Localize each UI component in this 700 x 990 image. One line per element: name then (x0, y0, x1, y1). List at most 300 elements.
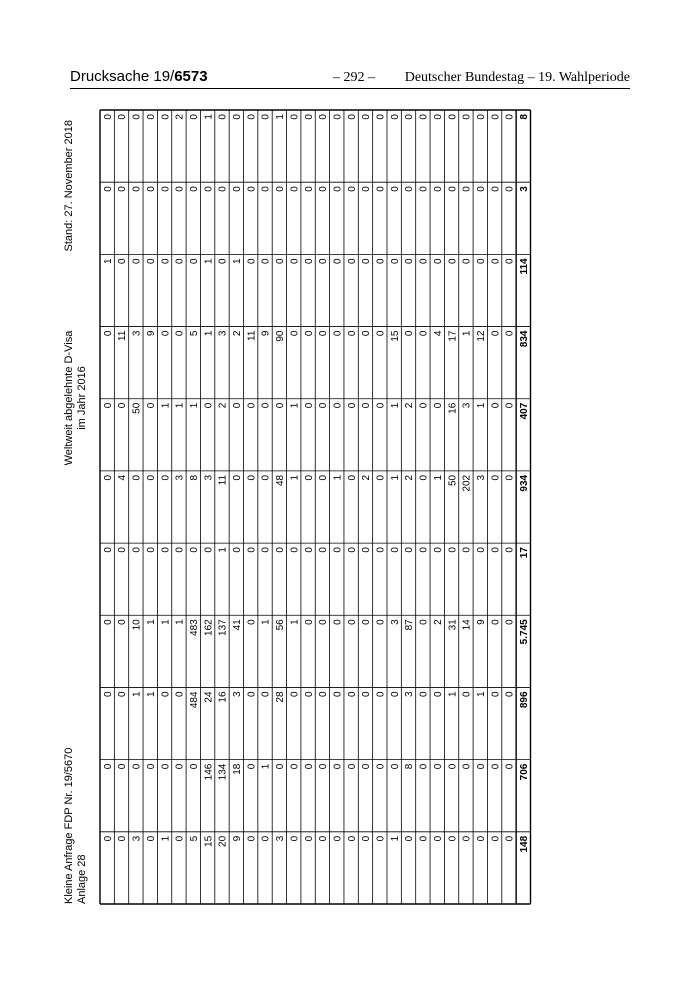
table-cell: 0 (117, 763, 129, 770)
table-cell: 0 (490, 835, 502, 842)
table-cell: 0 (232, 474, 243, 481)
table-cell: 0 (475, 547, 487, 553)
table-cell: 0 (332, 547, 344, 553)
table-cell: 0 (318, 763, 330, 770)
table-cell: 0 (318, 186, 330, 192)
table-cell: 0 (203, 547, 215, 553)
table-cell: 0 (490, 330, 502, 337)
table-cell: 0 (346, 691, 358, 698)
table-cell: 0 (418, 114, 430, 120)
table-cell: 0 (361, 114, 373, 120)
table-cell: 0 (504, 330, 516, 337)
table-cell: 0 (361, 547, 373, 553)
table-cell: 0 (318, 619, 330, 625)
table-cell: 15 (203, 835, 215, 847)
table-cell: 0 (461, 258, 473, 264)
table-cell: 2 (217, 402, 229, 409)
table-cell: 0 (375, 114, 387, 120)
table-cell: 0 (346, 547, 358, 553)
table-cell: 0 (102, 474, 114, 481)
table-cell: 0 (188, 258, 200, 264)
table-cell: 0 (418, 619, 430, 625)
table-cell: 0 (217, 258, 229, 264)
table-cell: 0 (418, 835, 430, 842)
table-cell: 0 (504, 258, 516, 264)
table-cell: 0 (375, 619, 387, 625)
table-cell: 1 (389, 474, 401, 481)
table-cell: 0 (346, 114, 358, 120)
table-cell: 0 (246, 547, 258, 553)
table-cell: 0 (361, 763, 373, 770)
table-cell: 0 (346, 474, 358, 481)
table-cell: 0 (303, 619, 315, 625)
table-cell: 0 (203, 186, 215, 192)
table-cell: 0 (432, 835, 444, 842)
table-cell: 17 (447, 330, 459, 342)
table-cell: 0 (447, 763, 459, 770)
table-cell: 0 (246, 691, 258, 698)
table-cell: 0 (131, 547, 143, 553)
table-cell: 1 (145, 619, 157, 625)
table-cell: 1 (275, 114, 287, 120)
table-cell: 1 (260, 763, 272, 770)
table-cell: 0 (174, 835, 186, 842)
table-cell: 0 (318, 835, 330, 842)
table-cell: 0 (188, 763, 200, 770)
table-cell: 0 (145, 186, 157, 192)
table-cell: 0 (418, 474, 430, 481)
table-cell: 0 (275, 763, 287, 770)
table-cell: 9 (260, 330, 272, 337)
table-cell: 0 (389, 114, 401, 120)
table-cell: 0 (375, 547, 387, 553)
table-cell: 0 (389, 547, 401, 553)
table-cell: 0 (447, 547, 459, 553)
table-cell: 0 (332, 186, 344, 192)
table-cell: 31 (447, 619, 459, 631)
table-cell: 0 (332, 619, 344, 625)
table-cell: 0 (131, 763, 143, 770)
table-cell: 87 (404, 619, 416, 631)
table-cell: 0 (160, 691, 172, 698)
table-cell: 0 (418, 186, 430, 192)
table-cell: 0 (289, 330, 301, 337)
total-cell: 934 (519, 474, 530, 492)
table-cell: 20 (217, 835, 229, 847)
table-cell: 0 (332, 763, 344, 770)
table-cell: 0 (490, 114, 502, 120)
table-cell: 0 (375, 258, 387, 264)
table-cell: 1 (232, 258, 243, 264)
total-cell: 148 (519, 835, 530, 853)
table-cell: 0 (490, 547, 502, 553)
table-cell: 0 (174, 691, 186, 698)
table-cell: 0 (246, 186, 258, 192)
table-cell: 0 (303, 547, 315, 553)
table-cell: 1 (389, 402, 401, 409)
table-cell: 0 (475, 186, 487, 192)
table-cell: 0 (145, 402, 157, 409)
table-cell: 1 (289, 619, 301, 625)
table-cell: 3 (174, 474, 186, 481)
table-cell: 0 (289, 186, 301, 192)
table-cell: 0 (504, 547, 516, 553)
table-cell: 2 (361, 474, 373, 481)
table-cell: 0 (475, 114, 487, 120)
table-cell: 0 (289, 835, 301, 842)
table-cell: 0 (102, 402, 114, 409)
table-cell: 0 (131, 474, 143, 481)
table-cell: 0 (332, 114, 344, 120)
table-cell: 0 (504, 114, 516, 120)
table-cell: 1 (188, 402, 200, 409)
table-cell: 0 (289, 763, 301, 770)
table-cell: 0 (246, 114, 258, 120)
table-cell: 0 (432, 691, 444, 698)
table-cell: 0 (289, 114, 301, 120)
table-cell: 0 (375, 835, 387, 842)
table-cell: 0 (332, 835, 344, 842)
table-cell: 0 (102, 619, 114, 625)
table-cell: 0 (404, 258, 416, 264)
publisher-label: Deutscher Bundestag – 19. Wahlperiode (404, 70, 630, 85)
table-cell: 0 (131, 258, 143, 264)
table-cell: 9 (475, 619, 487, 625)
table-cell: 0 (303, 330, 315, 337)
total-cell: 114 (519, 258, 530, 275)
table-cell: 9 (145, 330, 157, 337)
table-cell: 0 (389, 691, 401, 698)
table-cell: 0 (117, 402, 129, 409)
table-cell: 1 (160, 835, 172, 842)
table-cell: 4 (117, 474, 129, 481)
table-cell: 0 (303, 835, 315, 842)
table-cell: 8 (188, 474, 200, 481)
table-cell: 0 (404, 330, 416, 337)
table-cell: 0 (389, 763, 401, 770)
table-cell: 0 (490, 258, 502, 264)
table-cell: 0 (447, 258, 459, 264)
total-cell: 8 (519, 114, 530, 120)
stand-date: Stand: 27. November 2018 (63, 120, 75, 252)
table-cell: 0 (174, 763, 186, 770)
table-cell: 1 (102, 258, 114, 264)
table-cell: 0 (318, 402, 330, 409)
table-cell: 137 (217, 619, 229, 636)
table-cell: 0 (504, 763, 516, 770)
table-cell: 0 (504, 186, 516, 192)
table-cell: 1 (332, 474, 344, 481)
total-cell: 896 (519, 691, 530, 709)
table-cell: 0 (346, 402, 358, 409)
table-cell: 15 (389, 330, 401, 342)
table-cell: 1 (475, 691, 487, 698)
table-cell: 0 (117, 258, 129, 264)
table-cell: 0 (102, 330, 114, 337)
table-cell: 0 (490, 402, 502, 409)
table-cell: 0 (318, 258, 330, 264)
table-cell: 50 (447, 474, 459, 487)
table-title: Weltweit abgelehnte D-Visa (63, 330, 75, 466)
table-cell: 1 (475, 402, 487, 409)
table-cell: 0 (275, 547, 287, 553)
table-cell: 0 (418, 330, 430, 337)
table-cell: 0 (260, 691, 272, 698)
table-cell: 0 (246, 619, 258, 625)
table-cell: 0 (117, 547, 129, 553)
table-cell: 0 (404, 547, 416, 553)
table-cell: 0 (160, 547, 172, 553)
table-cell: 0 (303, 258, 315, 264)
table-cell: 0 (332, 691, 344, 698)
table-cell: 0 (361, 258, 373, 264)
table-cell: 0 (260, 835, 272, 842)
table-cell: 0 (246, 474, 258, 481)
table-cell: 0 (102, 763, 114, 770)
table-cell: 0 (375, 402, 387, 409)
table-cell: 0 (260, 258, 272, 264)
table-cell: 41 (232, 619, 243, 631)
table-cell: 0 (404, 186, 416, 192)
table-cell: 0 (504, 835, 516, 842)
table-cell: 0 (203, 402, 215, 409)
table-cell: 0 (318, 547, 330, 553)
table-cell: 0 (246, 402, 258, 409)
table-cell: 0 (447, 114, 459, 120)
table-cell: 0 (490, 474, 502, 481)
table-cell: 0 (461, 114, 473, 120)
table-cell: 0 (260, 114, 272, 120)
table-cell: 0 (145, 835, 157, 842)
table-cell: 0 (289, 547, 301, 553)
table-cell: 0 (361, 402, 373, 409)
table-cell: 0 (418, 763, 430, 770)
table-cell: 0 (318, 330, 330, 337)
table-cell: 0 (375, 186, 387, 192)
table-cell: 0 (303, 474, 315, 481)
table-cell: 1 (432, 474, 444, 481)
table-cell: 134 (217, 763, 229, 781)
table-cell: 0 (332, 258, 344, 264)
table-cell: 3 (275, 835, 287, 842)
table-cell: 0 (346, 258, 358, 264)
table-cell: 0 (461, 691, 473, 698)
table-cell: 0 (375, 330, 387, 337)
table-cell: 146 (203, 763, 215, 781)
table-cell: 18 (232, 763, 243, 775)
table-cell: 0 (102, 186, 114, 192)
table-cell: 0 (260, 474, 272, 481)
table-cell: 3 (475, 474, 487, 481)
table-cell: 0 (432, 114, 444, 120)
table-cell: 0 (160, 474, 172, 481)
table-cell: 0 (174, 547, 186, 553)
table-cell: 0 (490, 186, 502, 192)
table-cell: 0 (174, 330, 186, 337)
table-cell: 0 (145, 763, 157, 770)
table-cell: 56 (275, 619, 287, 631)
total-cell: 834 (519, 330, 530, 348)
table-cell: 1 (461, 330, 473, 337)
table-cell: 0 (188, 547, 200, 553)
table-cell: 3 (131, 835, 143, 842)
table-cell: 0 (174, 258, 186, 264)
table-cell: 0 (117, 619, 129, 625)
table-cell: 10 (131, 619, 143, 631)
table-cell: 3 (131, 330, 143, 337)
table-cell: 0 (102, 547, 114, 553)
table-cell: 0 (318, 114, 330, 120)
table-cell: 16 (217, 691, 229, 703)
table-cell: 5 (188, 835, 200, 842)
table-cell: 1 (447, 691, 459, 698)
table-cell: 0 (461, 547, 473, 553)
table-cell: 2 (232, 330, 243, 337)
table-cell: 1 (203, 114, 215, 120)
table-cell: 11 (246, 330, 258, 341)
table-cell: 0 (404, 114, 416, 120)
table-cell: 162 (203, 619, 215, 636)
table-cell: 0 (145, 474, 157, 481)
table-cell: 0 (102, 691, 114, 698)
table-cell: 0 (102, 114, 114, 120)
table-cell: 0 (232, 114, 243, 120)
table-cell: 0 (246, 763, 258, 770)
table-cell: 1 (174, 619, 186, 625)
table-cell: 3 (203, 474, 215, 481)
table-cell: 0 (332, 330, 344, 337)
total-cell: 407 (519, 402, 530, 420)
table-cell: 0 (432, 186, 444, 192)
table-cell: 1 (174, 402, 186, 409)
table-cell: 0 (361, 619, 373, 625)
table-cell: 1 (289, 474, 301, 481)
table-cell: 1 (203, 258, 215, 264)
table-cell: 0 (447, 835, 459, 842)
table-cell: 0 (217, 114, 229, 120)
table-cell: 1 (160, 402, 172, 409)
table-cell: 5 (188, 330, 200, 337)
doc-number: 6573 (174, 68, 208, 85)
table-cell: 50 (131, 402, 143, 414)
total-cell: 706 (519, 763, 530, 781)
table-cell: 0 (160, 114, 172, 120)
table-cell: 0 (375, 474, 387, 481)
table-cell: 0 (160, 763, 172, 770)
table-cell: 0 (432, 763, 444, 770)
table-cell: 0 (461, 186, 473, 192)
table-cell: 0 (404, 835, 416, 842)
table-cell: 0 (332, 402, 344, 409)
table-cell: 11 (117, 330, 129, 341)
table-cell: 2 (404, 474, 416, 481)
table-cell: 0 (504, 474, 516, 481)
table-cell: 1 (160, 619, 172, 625)
table-cell: 0 (145, 114, 157, 120)
table-cell: 0 (432, 258, 444, 264)
table-cell: 28 (275, 691, 287, 703)
table-cell: 1 (203, 330, 215, 337)
table-cell: 0 (447, 186, 459, 192)
table-cell: 14 (461, 619, 473, 631)
table-cell: 1 (289, 402, 301, 409)
table-cell: 0 (346, 835, 358, 842)
table-cell: 0 (260, 547, 272, 553)
table-cell: 0 (361, 835, 373, 842)
total-cell: 3 (519, 186, 530, 192)
table-cell: 4 (432, 330, 444, 337)
table-cell: 0 (145, 258, 157, 264)
table-cell: 0 (318, 691, 330, 698)
inquiry-label: Kleine Anfrage FDP Nr. 19/5670 (63, 747, 75, 904)
page-number: – 292 – (333, 70, 375, 85)
table-cell: 0 (504, 402, 516, 409)
table-cell: 0 (346, 186, 358, 192)
table-cell: 0 (303, 186, 315, 192)
table-cell: 0 (418, 547, 430, 553)
table-cell: 0 (275, 186, 287, 192)
table-cell: 0 (232, 547, 243, 553)
table-cell: 0 (346, 763, 358, 770)
table-cell: 0 (361, 691, 373, 698)
table-cell: 3 (389, 619, 401, 625)
table-cell: 0 (117, 114, 129, 120)
table-cell: 0 (346, 330, 358, 337)
table-cell: 0 (260, 186, 272, 192)
total-cell: 17 (519, 547, 530, 559)
table-cell: 0 (346, 619, 358, 625)
table-cell: 484 (188, 691, 200, 709)
table-cell: 0 (490, 691, 502, 698)
table-cell: 12 (475, 330, 487, 342)
table-cell: 0 (432, 402, 444, 409)
table-cell: 0 (260, 402, 272, 409)
table-cell: 483 (188, 619, 200, 636)
table-cell: 0 (289, 691, 301, 698)
table-cell: 0 (361, 186, 373, 192)
table-cell: 0 (418, 402, 430, 409)
table-cell: 8 (404, 763, 416, 770)
table-cell: 11 (217, 474, 229, 486)
table-cell: 0 (160, 330, 172, 337)
table-cell: 1 (260, 619, 272, 625)
table-cell: 1 (389, 835, 401, 842)
data-table (100, 110, 531, 904)
table-cell: 0 (418, 691, 430, 698)
table-cell: 0 (232, 402, 243, 409)
table-cell: 0 (303, 402, 315, 409)
table-cell: 0 (303, 763, 315, 770)
table-cell: 0 (418, 258, 430, 264)
total-cell: 5.745 (519, 619, 530, 645)
table-cell: 0 (461, 763, 473, 770)
table-cell: 0 (246, 258, 258, 264)
table-cell: 0 (475, 835, 487, 842)
table-cell: 9 (232, 835, 243, 842)
table-cell: 48 (275, 474, 287, 487)
table-cell: 0 (361, 330, 373, 337)
table-cell: 0 (160, 186, 172, 192)
table-cell: 0 (490, 619, 502, 625)
table-cell: 0 (246, 835, 258, 842)
table-cell: 0 (145, 547, 157, 553)
table-cell: 0 (160, 258, 172, 264)
table-cell: 0 (389, 186, 401, 192)
table-cell: 0 (490, 763, 502, 770)
table-cell: 0 (174, 186, 186, 192)
table-cell: 3 (217, 330, 229, 337)
table-cell: 0 (117, 186, 129, 192)
